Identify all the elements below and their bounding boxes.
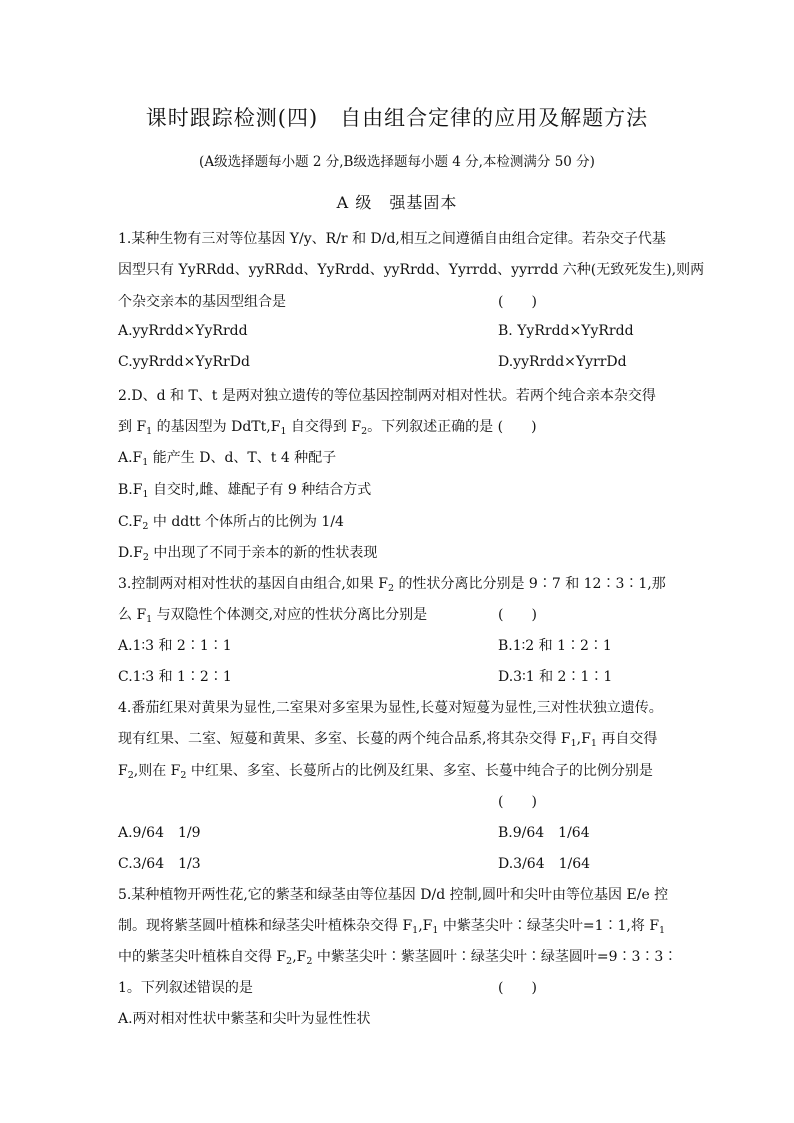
- q4-stem-line1: 4.番茄红果对黄果为显性,二室果对多室果为显性,长蔓对短蔓为显性,三对性状独立遗传。: [118, 700, 663, 716]
- q3-stem-line2: 么 $F_1$ 与双隐性个体测交,对应的性状分离比分别是: [118, 607, 428, 625]
- q1-option-c: C.yyRrdd×YyRrDd: [118, 354, 250, 370]
- q4-option-b: B.9/64 1/64: [498, 825, 590, 841]
- q2-option-b: $B.F_1$ 自交时,雌、雄配子有 9 种结合方式: [118, 482, 372, 500]
- q4-stem-line2: 现有红果、二室、短蔓和黄果、多室、长蔓的两个纯合品系,将其杂交得 $F_1,F_1$ 再自交得: [118, 731, 658, 749]
- q4-answer-blank: ( ): [498, 794, 537, 810]
- q2-option-d: $D.F_2$ 中出现了不同于亲本的新的性状表现: [118, 545, 378, 563]
- q3-stem-line1: 3.控制两对相对性状的基因自由组合,如果 $F_2$ 的性状分离比分别是 9∶7 和 12∶3∶1,那: [118, 576, 666, 594]
- scoring-note: (A级选择题每小题 2 分,B级选择题每小题 4 分,本检测满分 50 分): [199, 154, 595, 170]
- q5-stem-line3: 中的紫茎尖叶植株自交得 $F_2,F_2$ 中紫茎尖叶∶紫茎圆叶∶绿茎尖叶∶绿茎圆叶=9∶3∶3∶: [118, 949, 678, 967]
- q1-option-b: B. YyRrdd×YyRrdd: [498, 323, 634, 339]
- q2-stem-line2: 到 $F_1$ 的基因型为 $DdTt,F_1$ 自交得到 $F_2$。下列叙述正确的是 ( ): [118, 419, 537, 437]
- q5-stem-line2: 制。现将紫茎圆叶植株和绿茎尖叶植株杂交得 $F_1,F_1$ 中紫茎尖叶∶绿茎尖叶=1∶1,将 $F_1$: [118, 918, 666, 936]
- q3-option-b: B.1∶2 和 1∶2∶1: [498, 638, 612, 654]
- q1-stem-line3: 个杂交亲本的基因型组合是: [118, 294, 286, 310]
- page-title: 课时跟踪检测(四) 自由组合定律的应用及解题方法: [145, 106, 649, 130]
- q4-option-a: A.9/64 1/9: [118, 825, 201, 841]
- q1-option-d: D.yyRrdd×YyrrDd: [498, 354, 627, 370]
- q1-answer-blank: ( ): [498, 294, 537, 310]
- q4-option-d: D.3/64 1/64: [498, 856, 591, 872]
- q1-stem-line1: 1.某种生物有三对等位基因 Y/y、R/r 和 D/d,相互之间遵循自由组合定律。若杂交子代基: [118, 231, 666, 247]
- section-heading: A 级 强基固本: [336, 193, 458, 212]
- q2-option-a: $A.F_1$ 能产生 D、d、T、t 4 种配子: [118, 450, 337, 468]
- q5-option-a: A.两对相对性状中紫茎和尖叶为显性性状: [118, 1011, 371, 1027]
- q5-stem-line1: 5.某种植物开两性花,它的紫茎和绿茎由等位基因 D/d 控制,圆叶和尖叶由等位基因 E/e 控: [118, 887, 669, 903]
- q3-option-c: C.1∶3 和 1∶2∶1: [118, 669, 232, 685]
- q3-option-a: A.1∶3 和 2∶1∶1: [118, 638, 232, 654]
- q2-option-c: $C.F_2$ 中 ddtt 个体所占的比例为 1/4: [118, 514, 344, 532]
- q1-option-a: A.yyRrdd×YyRrdd: [118, 323, 248, 339]
- q5-stem-line4: 1。下列叙述错误的是: [118, 980, 253, 996]
- q3-option-d: D.3∶1 和 2∶1∶1: [498, 669, 613, 685]
- q4-option-c: C.3/64 1/3: [118, 856, 201, 872]
- q1-stem-line2: 因型只有 YyRRdd、yyRRdd、YyRrdd、yyRrdd、Yyrrdd、yyrrdd 六种(无致死发生),则两: [118, 262, 705, 278]
- q2-stem-line1: 2.D、d 和 T、t 是两对独立遗传的等位基因控制两对相对性状。若两个纯合亲本杂交得: [118, 388, 656, 404]
- q3-answer-blank: ( ): [498, 607, 537, 623]
- q5-answer-blank: ( ): [498, 980, 537, 996]
- q4-stem-line3: $F_2$,则在 $F_2$ 中红果、多室、长蔓所占的比例及红果、多室、长蔓中纯合子的比例分别是: [118, 763, 653, 781]
